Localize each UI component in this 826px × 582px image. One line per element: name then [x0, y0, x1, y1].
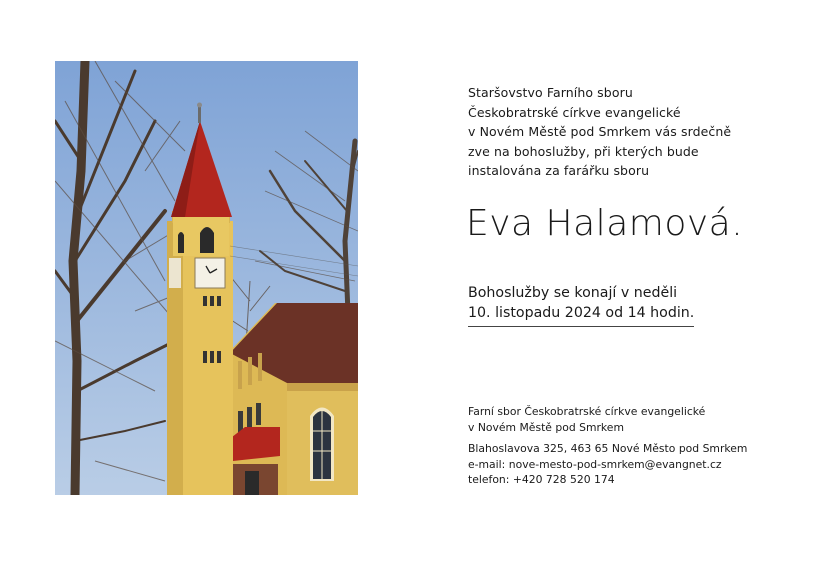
intro-line: Českobratrské církve evangelické	[468, 104, 681, 120]
contact-phone: telefon: +420 728 520 174	[468, 473, 615, 486]
intro-line: Staršovstvo Farního sboru	[468, 85, 633, 100]
pastor-name: Eva Halamová.	[466, 203, 744, 244]
contact-org-location: v Novém Městě pod Smrkem	[468, 420, 624, 434]
contact-block	[468, 404, 747, 488]
contact-email: e-mail: nove-mesto-pod-smrkem@evangnet.cz	[468, 457, 722, 471]
contact-org: Farní sbor Českobratrské církve evangelické	[468, 405, 706, 418]
church-photo	[55, 61, 358, 495]
service-info	[468, 283, 694, 327]
invitation-intro	[468, 83, 731, 181]
intro-line: v Novém Městě pod Smrkem vás srdečně	[468, 124, 732, 139]
intro-line: instalována za farářku sboru	[468, 163, 650, 178]
service-line: Bohoslužby se konají v neděli	[468, 285, 678, 301]
contact-address: Blahoslavova 325, 463 65 Nové Město pod Smrkem	[468, 442, 748, 455]
intro-line: zve na bohoslužby, při kterých bude	[468, 143, 699, 159]
service-date-line: 10. listopadu 2024 od 14 hodin.	[468, 303, 694, 327]
